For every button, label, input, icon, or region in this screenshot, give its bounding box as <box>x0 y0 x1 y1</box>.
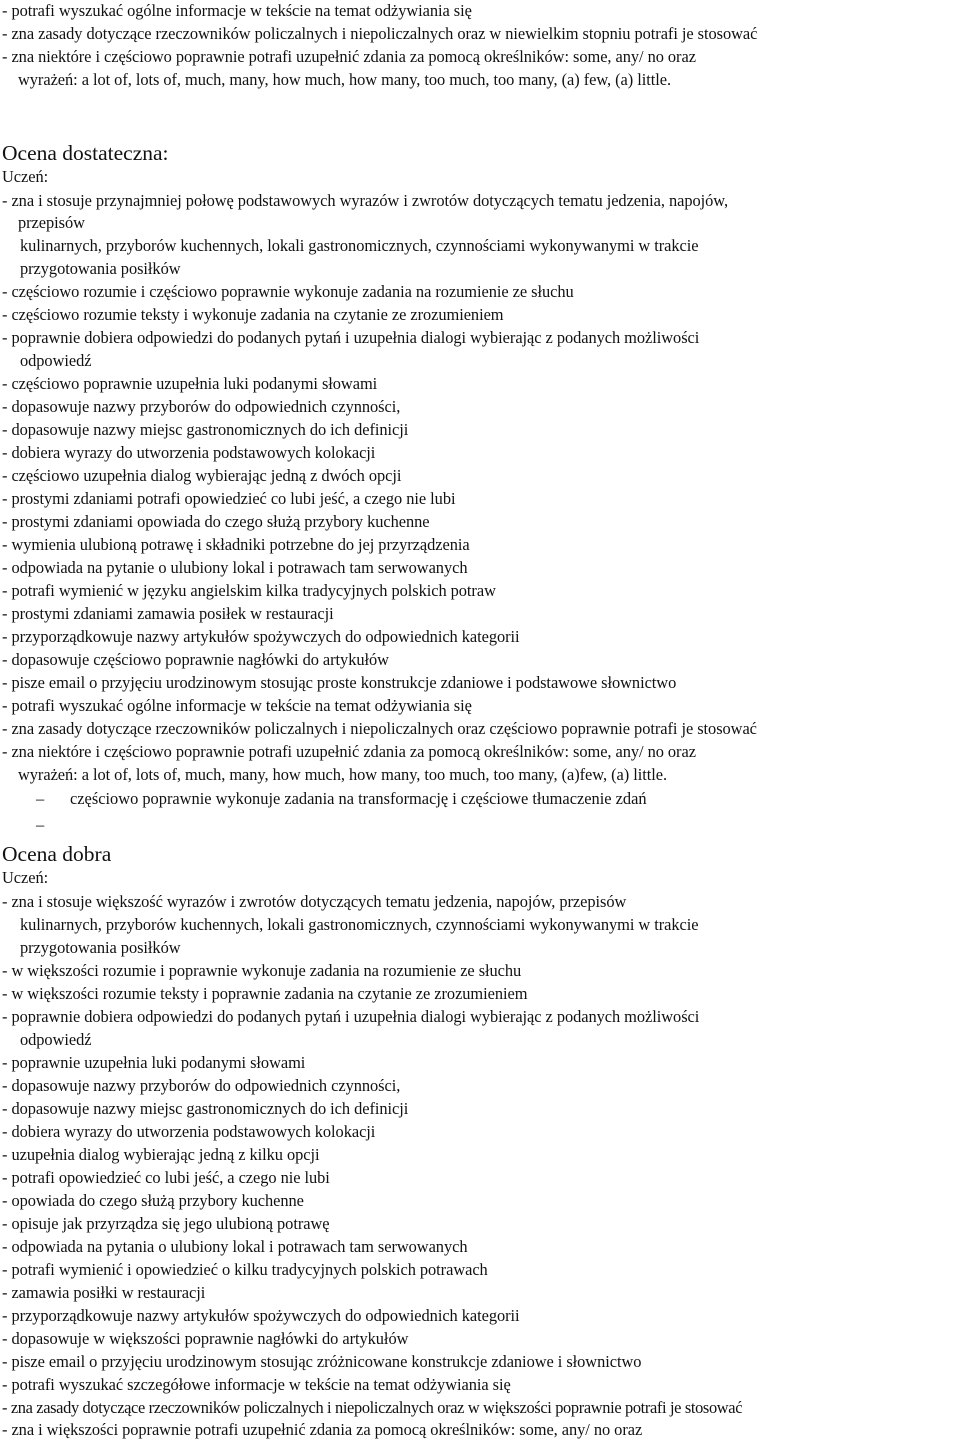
criterion-line: - dopasowuje nazwy przyborów do odpowiednich czynności, <box>2 397 401 416</box>
criterion-line: - opowiada do czego służą przybory kuchenne <box>2 1191 304 1210</box>
intro-line: - zna niektóre i częściowo poprawnie potrafi uzupełnić zdania za pomocą określników: some, any/ no oraz <box>2 47 696 66</box>
criterion-line: - dobiera wyrazy do utworzenia podstawowych kolokacji <box>2 1122 376 1141</box>
dash-list-item <box>36 813 70 836</box>
criterion-line: - dopasowuje nazwy miejsc gastronomicznych do ich definicji <box>2 1099 409 1118</box>
criterion-line: - dobiera wyrazy do utworzenia podstawowych kolokacji <box>2 443 376 462</box>
criterion-line: - częściowo uzupełnia dialog wybierając jedną z dwóch opcji <box>2 466 402 485</box>
criterion-line: - potrafi wymienić i opowiedzieć o kilku tradycyjnych polskich potrawach <box>2 1260 488 1279</box>
criterion-line: - dopasowuje częściowo poprawnie nagłówki do artykułów <box>2 650 389 669</box>
criterion-line: przygotowania posiłków <box>20 938 181 957</box>
dash-list-item <box>36 787 647 810</box>
criterion-line: - częściowo rozumie teksty i wykonuje zadania na czytanie ze zrozumieniem <box>2 305 504 324</box>
criterion-line: - zamawia posiłki w restauracji <box>2 1283 206 1302</box>
criterion-line: - poprawnie uzupełnia luki podanymi słowami <box>2 1053 306 1072</box>
criterion-line: przepisów <box>18 213 85 232</box>
criterion-line: - pisze email o przyjęciu urodzinowym stosując zróżnicowane konstrukcje zdaniowe i słownictwo <box>2 1352 642 1371</box>
criterion-line: - zna i stosuje przynajmniej połowę podstawowych wyrazów i zwrotów dotyczących tematu jedzenia, napojów, <box>2 191 729 210</box>
criterion-line: - częściowo poprawnie uzupełnia luki podanymi słowami <box>2 374 378 393</box>
criterion-line: - w większości rozumie teksty i poprawnie zadania na czytanie ze zrozumieniem <box>2 984 528 1003</box>
criterion-line: - odpowiada na pytanie o ulubiony lokal i potrawach tam serwowanych <box>2 558 468 577</box>
criterion-line: - prostymi zdaniami zamawia posiłek w restauracji <box>2 604 334 623</box>
criterion-line: - w większości rozumie i poprawnie wykonuje zadania na rozumienie ze słuchu <box>2 961 522 980</box>
criterion-line: odpowiedź <box>20 1030 92 1049</box>
criterion-line: - zna zasady dotyczące rzeczowników policzalnych i niepoliczalnych oraz w większości poprawnie potrafi je stosować <box>2 1398 743 1417</box>
dash-item-text: częściowo poprawnie wykonuje zadania na transformację i częściowe tłumaczenie zdań <box>70 789 647 808</box>
criterion-line: przygotowania posiłków <box>20 259 181 278</box>
criterion-line: kulinarnych, przyborów kuchennych, lokali gastronomicznych, czynnościami wykonywanymi w trakcie <box>20 236 699 255</box>
criterion-line: - odpowiada na pytania o ulubiony lokal i potrawach tam serwowanych <box>2 1237 468 1256</box>
criterion-line: - zna i stosuje większość wyrazów i zwrotów dotyczących tematu jedzenia, napojów, przepisów <box>2 892 627 911</box>
criterion-line: - przyporządkowuje nazwy artykułów spożywczych do odpowiednich kategorii <box>2 1306 520 1325</box>
criterion-line: wyrażeń: a lot of, lots of, much, many, how much, how many, too much, too many, (a)few, (a) little. <box>18 765 667 784</box>
section-heading-dobra: Ocena dobra <box>2 842 112 866</box>
criterion-line: kulinarnych, przyborów kuchennych, lokali gastronomicznych, czynnościami wykonywanymi w trakcie <box>20 915 699 934</box>
criterion-line: - poprawnie dobiera odpowiedzi do podanych pytań i uzupełnia dialogi wybierając z podanych możliwości <box>2 328 700 347</box>
intro-line: wyrażeń: a lot of, lots of, much, many, how much, how many, too much, too many, (a) few, (a) little. <box>18 70 672 89</box>
intro-line: - potrafi wyszukać ogólne informacje w tekście na temat odżywiania się <box>2 1 472 20</box>
dash-bullet-icon: – <box>36 815 45 834</box>
criterion-line: - dopasowuje nazwy miejsc gastronomicznych do ich definicji <box>2 420 409 439</box>
criterion-line: - przyporządkowuje nazwy artykułów spożywczych do odpowiednich kategorii <box>2 627 520 646</box>
intro-line: - zna zasady dotyczące rzeczowników policzalnych i niepoliczalnych oraz w niewielkim stopniu potrafi je stosować <box>2 24 758 43</box>
criterion-line: - potrafi wyszukać szczegółowe informacje w tekście na temat odżywiania się <box>2 1375 511 1394</box>
criterion-line: - pisze email o przyjęciu urodzinowym stosując proste konstrukcje zdaniowe i podstawowe słownictwo <box>2 673 677 692</box>
criterion-line: - potrafi opowiedzieć co lubi jeść, a czego nie lubi <box>2 1168 330 1187</box>
criterion-line: - dopasowuje w większości poprawnie nagłówki do artykułów <box>2 1329 409 1348</box>
criterion-line: - opisuje jak przyrządza się jego ulubioną potrawę <box>2 1214 330 1233</box>
student-label: Uczeń: <box>2 167 49 186</box>
criterion-line: odpowiedź <box>20 351 92 370</box>
criterion-line: - uzupełnia dialog wybierając jedną z kilku opcji <box>2 1145 320 1164</box>
criterion-line: - zna i większości poprawnie potrafi uzupełnić zdania za pomocą określników: some, any/ no oraz <box>2 1420 643 1439</box>
criterion-line: - zna zasady dotyczące rzeczowników policzalnych i niepoliczalnych oraz częściowo poprawnie potrafi je stosować <box>2 719 757 738</box>
criterion-line: - częściowo rozumie i częściowo poprawnie wykonuje zadania na rozumienie ze słuchu <box>2 282 574 301</box>
criterion-line: - prostymi zdaniami potrafi opowiedzieć co lubi jeść, a czego nie lubi <box>2 489 456 508</box>
criterion-line: - wymienia ulubioną potrawę i składniki potrzebne do jej przyrządzenia <box>2 535 470 554</box>
criterion-line: - potrafi wyszukać ogólne informacje w tekście na temat odżywiania się <box>2 696 472 715</box>
criterion-line: - prostymi zdaniami opowiada do czego służą przybory kuchenne <box>2 512 430 531</box>
criterion-line: - dopasowuje nazwy przyborów do odpowiednich czynności, <box>2 1076 401 1095</box>
student-label: Uczeń: <box>2 868 49 887</box>
criterion-line: - potrafi wymienić w języku angielskim kilka tradycyjnych polskich potraw <box>2 581 496 600</box>
criterion-line: - poprawnie dobiera odpowiedzi do podanych pytań i uzupełnia dialogi wybierając z podanych możliwości <box>2 1007 700 1026</box>
dash-bullet-icon: – <box>36 789 45 808</box>
section-heading-dostateczna: Ocena dostateczna: <box>2 141 169 165</box>
criterion-line: - zna niektóre i częściowo poprawnie potrafi uzupełnić zdania za pomocą określników: some, any/ no oraz <box>2 742 696 761</box>
